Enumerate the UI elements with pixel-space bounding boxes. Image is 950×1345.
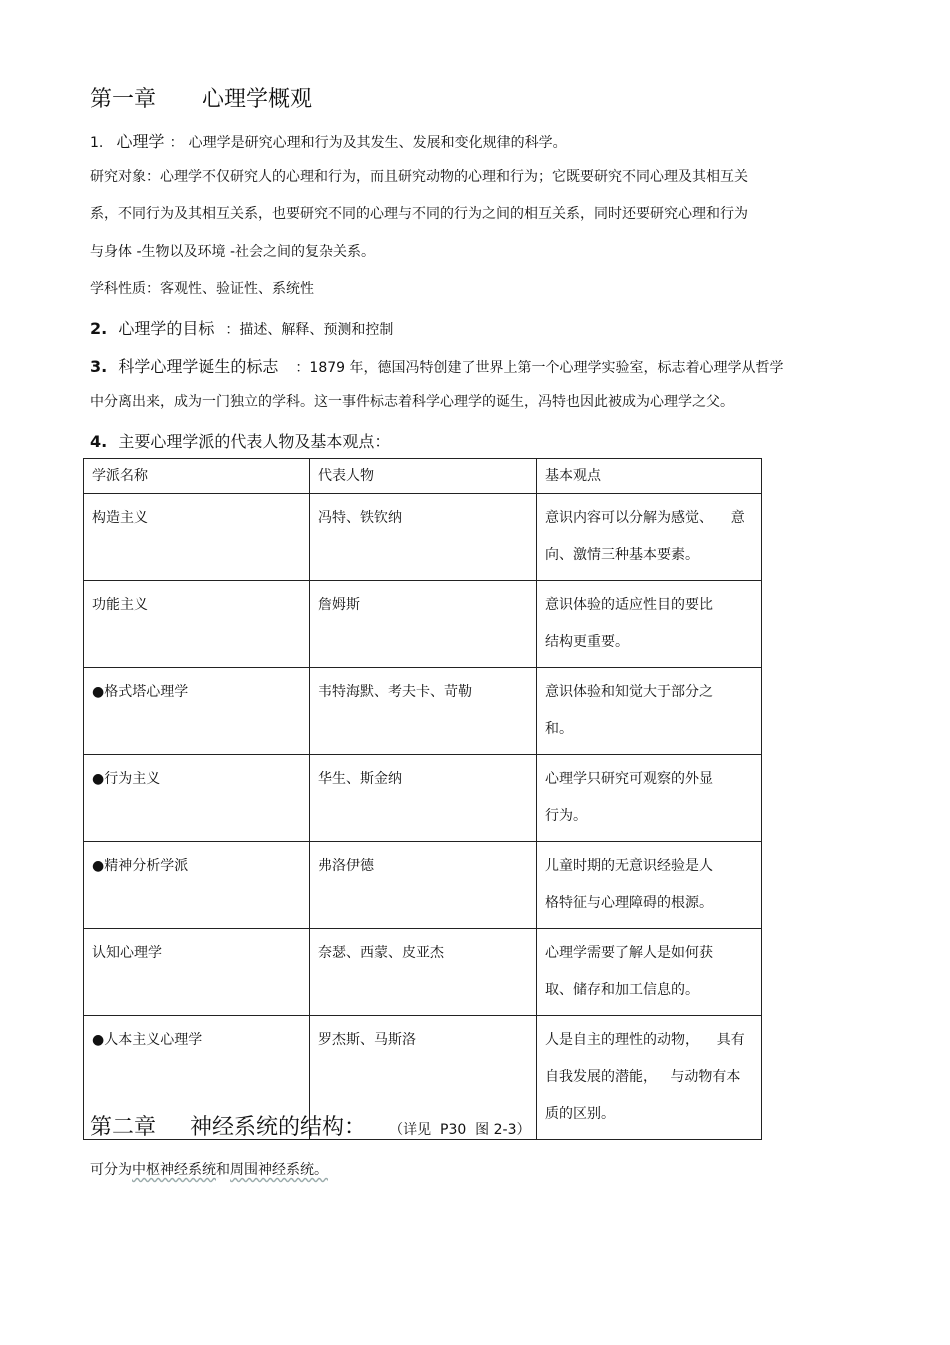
basic-view (537, 842, 762, 929)
basic-view-line: 格特征与心理障碍的根源。 (545, 895, 713, 911)
chapter2-number: 第二章 (90, 1115, 157, 1140)
basic-view-line: 意识体验和知觉大于部分之 (545, 684, 713, 700)
school-name: ●人本主义心理学 (84, 1016, 310, 1140)
item2-term: 心理学的目标 (118, 319, 215, 338)
school-name: ●格式塔心理学 (84, 668, 310, 755)
table-row (84, 929, 762, 1016)
header-view: 基本观点 (537, 459, 762, 494)
table-row (84, 755, 762, 842)
chapter2-peripheral-ns: 周围神经系统。 (230, 1162, 328, 1178)
basic-view-line: 质的区别。 (545, 1106, 615, 1122)
item2-text: ：描述、解释、预测和控制 (225, 322, 394, 338)
basic-view-line: 意识体验的适应性目的要比 (545, 597, 713, 613)
item2-goals (90, 316, 393, 339)
basic-view-line: 取、储存和加工信息的。 (545, 982, 699, 998)
item2-number: 2. (90, 319, 108, 338)
basic-view-line: 儿童时期的无意识经验是人 (545, 858, 713, 874)
basic-view-line: 心理学需要了解人是如何获 (545, 945, 713, 961)
representatives: 韦特海默、考夫卡、苛勒 (310, 668, 537, 755)
chapter2-text-a: 可分为 (90, 1162, 132, 1178)
research-line-3: 与身体 -生物以及环境 -社会之间的复杂关系。 (90, 244, 376, 260)
basic-view-line: 结构更重要。 (545, 634, 629, 650)
representatives: 罗杰斯、马斯洛 (310, 1016, 537, 1140)
item4-term: 主要心理学派的代表人物及基本观点： (118, 432, 391, 451)
chapter1-title (90, 82, 312, 113)
table-row (84, 581, 762, 668)
item3-text-line1: ：1879 年，德国冯特创建了世界上第一个心理学实验室，标志着心理学从哲学 (295, 360, 784, 376)
basic-view-line: 人是自主的理性的动物， 具有 (545, 1032, 745, 1048)
representatives: 弗洛伊德 (310, 842, 537, 929)
basic-view-line: 心理学只研究可观察的外显 (545, 771, 713, 787)
item4-heading (90, 429, 390, 452)
item1-separator: ： (169, 135, 184, 151)
representatives: 冯特、铁钦纳 (310, 494, 537, 581)
header-school: 学派名称 (84, 459, 310, 494)
item1-term: 心理学 (116, 132, 165, 151)
schools-table (83, 458, 762, 1140)
basic-view (537, 929, 762, 1016)
representatives: 奈瑟、西蒙、皮亚杰 (310, 929, 537, 1016)
discipline-nature: 学科性质：客观性、验证性、系统性 (90, 281, 314, 297)
school-name: ●精神分析学派 (84, 842, 310, 929)
basic-view (537, 1016, 762, 1140)
chapter2-text-c: 和 (216, 1162, 230, 1178)
basic-view (537, 668, 762, 755)
chapter1-name: 心理学概观 (202, 87, 313, 112)
item1-text: 心理学是研究心理和行为及其发生、发展和变化规律的科学。 (188, 135, 567, 151)
research-line-2: 系，不同行为及其相互关系，也要研究不同的心理与不同的行为之间的相互关系，同时还要研究心理和行为 (90, 206, 748, 222)
chapter2-title (90, 1110, 531, 1141)
school-name: ●行为主义 (84, 755, 310, 842)
research-line-1: 研究对象：心理学不仅研究人的心理和行为，而且研究动物的心理和行为；它既要研究不同心理及其相互关 (90, 169, 748, 185)
table-row (84, 842, 762, 929)
table-header-row (84, 459, 762, 494)
representatives: 华生、斯金纳 (310, 755, 537, 842)
basic-view-line: 行为。 (545, 808, 587, 824)
basic-view (537, 755, 762, 842)
item3-birth-mark (90, 354, 784, 377)
representatives: 詹姆斯 (310, 581, 537, 668)
chapter2-central-ns: 中枢神经系统 (132, 1162, 216, 1178)
school-name: 功能主义 (84, 581, 310, 668)
school-name: 构造主义 (84, 494, 310, 581)
chapter2-name: 神经系统的结构： (190, 1115, 367, 1140)
chapter2-body (90, 1159, 328, 1179)
chapter1-number: 第一章 (90, 87, 157, 112)
item1-number: 1. (90, 135, 104, 151)
item4-number: 4. (90, 432, 108, 451)
item3-number: 3. (90, 357, 108, 376)
item3-term: 科学心理学诞生的标志 (118, 357, 279, 376)
item3-text-line2: 中分离出来，成为一门独立的学科。这一事件标志着科学心理学的诞生，冯特也因此被成为心理学之父。 (90, 394, 734, 410)
basic-view-line: 自我发展的潜能， 与动物有本 (545, 1069, 741, 1085)
school-name: 认知心理学 (84, 929, 310, 1016)
basic-view (537, 494, 762, 581)
table-row (84, 494, 762, 581)
item1-definition (90, 129, 567, 152)
basic-view (537, 581, 762, 668)
header-people: 代表人物 (310, 459, 537, 494)
basic-view-line: 向、激情三种基本要素。 (545, 547, 699, 563)
table-row (84, 668, 762, 755)
chapter2-note: （详见 P30 图 2-3） (389, 1122, 531, 1138)
basic-view-line: 意识内容可以分解为感觉、 意 (545, 510, 745, 526)
basic-view-line: 和。 (545, 721, 573, 737)
